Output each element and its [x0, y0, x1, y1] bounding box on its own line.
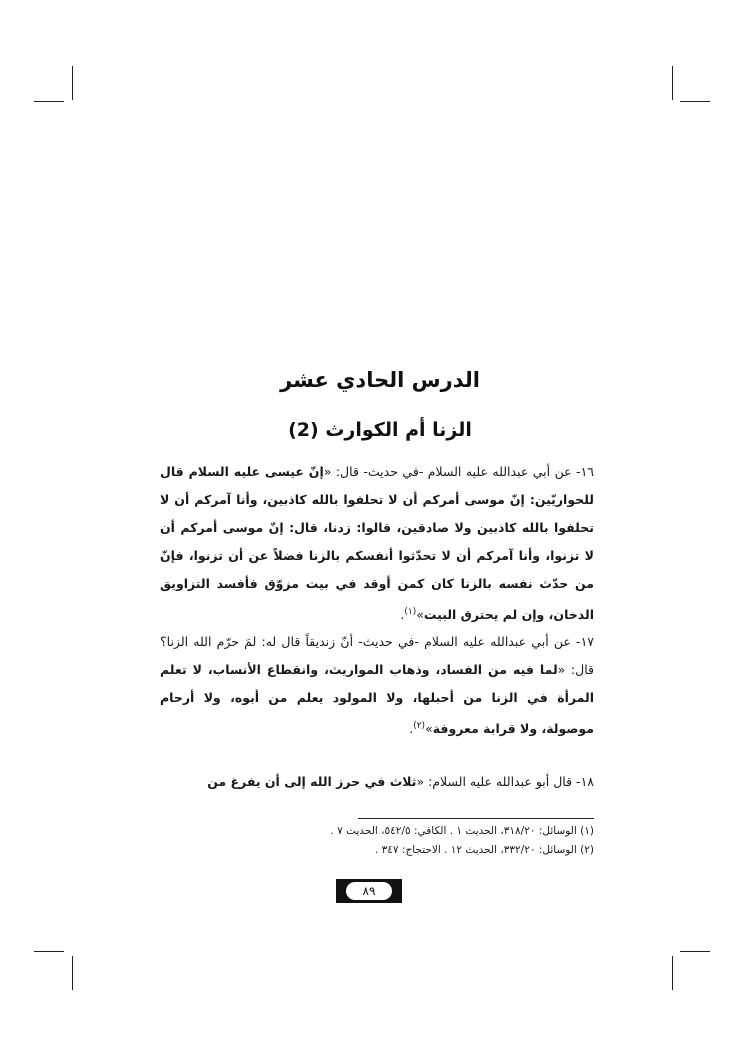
paragraph-16: ١٦- عن أبي عبدالله عليه السلام -في حديث- قال: «إنّ عيسى عليه السلام قال للحواريّين: إنّ موسى أمركم أن لا تحلفوا بالله كاذبين، وأنا آمركم أن لا تحلفوا بالله كاذبين ولا صادقين، قالوا: زدنا، قال: إنّ موسى أمركم أن لا تزنوا، وأنا آمركم أن لا تحدّثوا أنفسكم بالزنا فضلاً عن أن تزنوا، فإنّ من حدّث نفسه بالزنا كان كمن أوقد في بيت مزوّق فأفسد التزاويق الدخان، وإن لم يحترق البيت»$^{(١)}$.: [160, 464, 594, 623]
lesson-title: الدرس الحادي عشر: [280, 368, 480, 392]
paragraph-17: ١٧- عن أبي عبدالله عليه السلام -في حديث- أنّ زنديقاً قال له: لمَ حرّم الله الزنا؟ قال: «لما فيه من الفساد، وذهاب المواريث، وانقطاع الأنساب، لا تعلم المرأة في الزنا من أحبلها، ولا المولود يعلم من أبوه، ولا أرحام موصولة، ولا قرابة معروفة»$^{(٢)}$.: [160, 634, 594, 737]
paragraph-quote: ثلاث في حرز الله إلى أن يفرغ من: [207, 774, 417, 789]
footnotes: [230, 822, 594, 860]
paragraph-lead: ١٨- قال أبو عبدالله عليه السلام: «: [416, 774, 594, 789]
paragraph-lead: ١٦- عن أبي عبدالله عليه السلام -في حديث- قال: «: [323, 464, 594, 479]
footnote-1: (١) الوسائل: ٣١٨/٢٠، الحديث ١ . الكافي: ٥٤٢/٥، الحديث ٧ .: [330, 825, 594, 837]
lesson-subtitle: الزنا أم الكوارث (2): [288, 419, 472, 441]
paragraph-18: [160, 768, 594, 796]
footnote-divider: [358, 818, 594, 819]
paragraph-quote: إنّ عيسى عليه السلام قال للحواريّين: إنّ موسى أمركم أن لا تحلفوا بالله كاذبين، وأنا آمركم أن لا تحلفوا بالله كاذبين ولا صادقين، قالوا: زدنا، قال: إنّ موسى أمركم أن لا تزنوا، وأنا آمركم أن لا تحدّثوا أنفسكم بالزنا فضلاً عن أن تزنوا، فإنّ من حدّث نفسه بالزنا كان كمن أوقد في بيت مزوّق فأفسد التزاويق الدخان، وإن لم يحترق البيت: [160, 464, 594, 623]
page-number-frame: [336, 879, 402, 903]
paragraph-lead: ١٧- عن أبي عبدالله عليه السلام -في حديث- أنّ زنديقاً قال له: لمَ حرّم الله الزنا؟ قال: «: [160, 634, 594, 677]
footnote-2: (٢) الوسائل: ٣٣٢/٢٠، الحديث ١٢ . الاحتجاج: ٣٤٧ .: [374, 844, 594, 856]
footnote-ref: (١): [404, 607, 417, 617]
quote-close: »: [416, 607, 424, 623]
paragraph-quote: لما فيه من الفساد، وذهاب المواريث، وانقطاع الأنساب، لا تعلم المرأة في الزنا من أحبلها، ولا المولود يعلم من أبوه، ولا أرحام موصولة، ولا قرابة معروفة: [160, 662, 594, 737]
page-number: ٨٩: [346, 882, 392, 900]
footnote-ref: (٢): [413, 721, 426, 731]
quote-close: »: [425, 721, 433, 737]
